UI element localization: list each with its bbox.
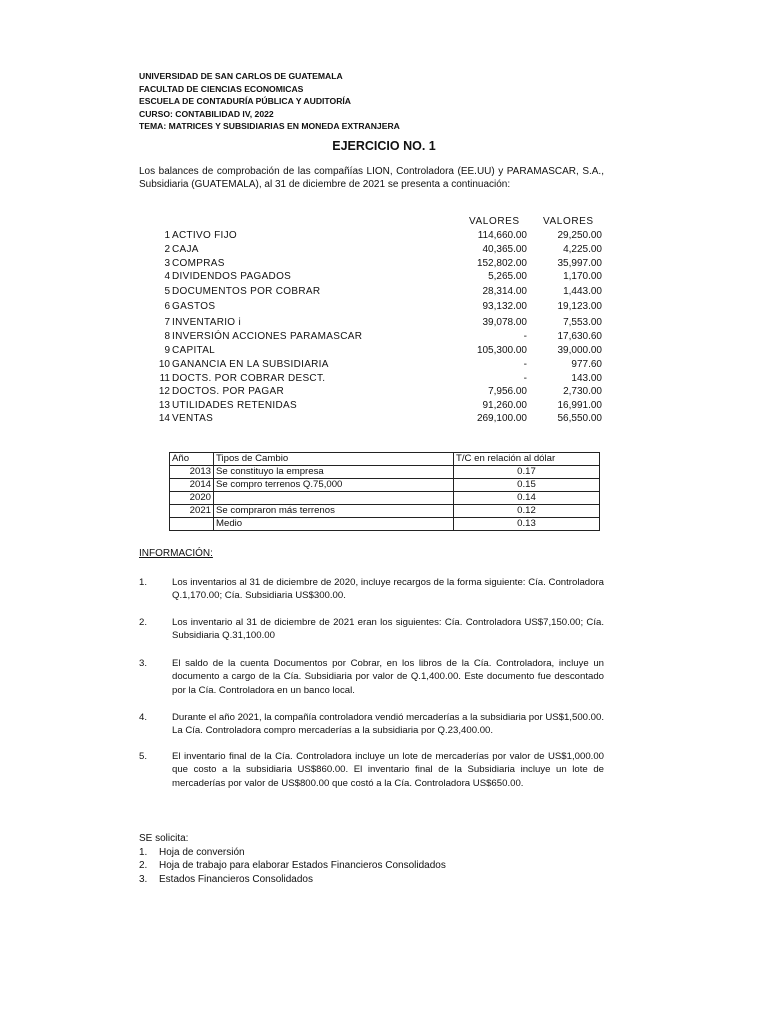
account-value-controladora: 7,956.00 xyxy=(488,386,527,397)
table-header-row xyxy=(170,453,600,466)
account-row xyxy=(0,413,768,426)
row-description: Se constituyo la empresa xyxy=(214,466,454,479)
requirement-text: Estados Financieros Consolidados xyxy=(159,873,313,885)
requirement-number: 1. xyxy=(139,846,148,858)
account-value-controladora: 105,300.00 xyxy=(476,345,527,356)
account-number: 2 xyxy=(164,244,170,255)
account-value-subsidiaria: 19,123.00 xyxy=(557,301,602,312)
account-number: 1 xyxy=(164,230,170,241)
account-name: INVERSIÓN ACCIONES PARAMASCAR xyxy=(172,331,363,342)
account-value-controladora: 28,314.00 xyxy=(482,286,527,297)
table-row xyxy=(170,518,600,531)
account-value-controladora: - xyxy=(523,331,527,342)
info-item-number: 2. xyxy=(139,617,148,628)
account-value-subsidiaria: 4,225.00 xyxy=(563,244,602,255)
header-faculty: FACULTAD DE CIENCIAS ECONOMICAS xyxy=(139,83,304,94)
row-year: 2014 xyxy=(170,479,214,492)
values-header-1: VALORES xyxy=(469,216,520,227)
requirement-item xyxy=(139,873,313,887)
header-university: UNIVERSIDAD DE SAN CARLOS DE GUATEMALA xyxy=(139,71,343,81)
account-value-controladora: 5,265.00 xyxy=(488,271,527,282)
account-row xyxy=(0,271,768,284)
row-year: 2020 xyxy=(170,492,214,505)
account-value-subsidiaria: 2,730.00 xyxy=(563,386,602,397)
table-row xyxy=(170,492,600,505)
row-year: 2013 xyxy=(170,466,214,479)
account-value-controladora: 114,660.00 xyxy=(477,230,527,241)
account-value-subsidiaria: 1,443.00 xyxy=(563,286,602,297)
row-year: 2021 xyxy=(170,505,214,518)
row-rate: 0.17 xyxy=(454,466,600,479)
row-description xyxy=(214,492,454,505)
account-name: GANANCIA EN LA SUBSIDIARIA xyxy=(172,359,329,370)
table-row xyxy=(170,505,600,518)
requirement-number: 3. xyxy=(139,873,148,885)
requirement-text: Hoja de trabajo para elaborar Estados Financieros Consolidados xyxy=(159,860,446,871)
account-number: 12 xyxy=(158,386,170,397)
account-value-controladora: 40,365.00 xyxy=(482,244,527,255)
account-number: 10 xyxy=(158,359,170,370)
header-rate: T/C en relación al dólar xyxy=(454,453,600,466)
account-value-subsidiaria: 29,250.00 xyxy=(557,230,602,241)
account-number: 6 xyxy=(164,301,170,312)
account-row xyxy=(0,317,768,330)
account-value-subsidiaria: 7,553.00 xyxy=(563,317,602,328)
info-item-text: Durante el año 2021, la compañía controladora vendió mercaderías a la subsidiaria por US$1,500.00. La Cía. Controladora compro mercaderías a la subsidiaria por Q.23,400.00. xyxy=(172,712,604,737)
exchange-rate-table xyxy=(169,452,600,531)
account-number: 13 xyxy=(158,400,170,411)
account-row xyxy=(0,258,768,271)
info-item-text: El inventario final de la Cía. Controladora incluye un lote de mercaderías por valor de US$1,000.00 que costo a la subsidiaria US$860.00. El inventario final de la Subsidiaria incluye un lote de mercaderías por valor de US$800.00 que costó a la Cía. Controladora US$650.00. xyxy=(172,751,604,789)
account-value-subsidiaria: 17,630.60 xyxy=(557,331,602,342)
header-topic: TEMA: MATRICES Y SUBSIDIARIAS EN MONEDA EXTRANJERA xyxy=(139,121,400,132)
account-number: 4 xyxy=(164,271,170,282)
info-item-text: El saldo de la cuenta Documentos por Cobrar, en los libros de la Cía. Controladora, incluye un documento a cargo de la Cía. Subsidiaria por valor de Q.1,400.00. Este documento fue descontado por la Cía. Controladora en un banco local. xyxy=(172,658,604,696)
account-number: 7 xyxy=(164,317,170,328)
account-row xyxy=(0,230,768,243)
account-row xyxy=(0,359,768,372)
row-description: Medio xyxy=(214,518,454,531)
account-value-controladora: 152,802.00 xyxy=(476,258,527,269)
row-rate: 0.13 xyxy=(454,518,600,531)
account-value-subsidiaria: 56,550.00 xyxy=(557,413,602,424)
info-item-text: Los inventario al 31 de diciembre de 2021 eran los siguientes: Cía. Controladora US$7,150.00; Cía. Subsidiaria Q.31,100.00 xyxy=(172,617,604,642)
requirement-item xyxy=(139,846,245,860)
account-name: VENTAS xyxy=(172,413,214,424)
account-name: INVENTARIO i xyxy=(172,317,241,328)
header-description: Tipos de Cambio xyxy=(214,453,454,466)
account-name: COMPRAS xyxy=(172,258,225,269)
row-description: Se compraron más terrenos xyxy=(214,505,454,518)
exercise-title: EJERCICIO NO. 1 xyxy=(332,139,436,153)
account-value-controladora: 91,260.00 xyxy=(482,400,527,411)
account-name: DOCUMENTOS POR COBRAR xyxy=(172,286,321,297)
account-number: 8 xyxy=(164,331,170,342)
account-name: DIVIDENDOS PAGADOS xyxy=(172,271,292,282)
account-row xyxy=(0,386,768,399)
account-name: DOCTOS. POR PAGAR xyxy=(172,386,284,397)
document-header xyxy=(139,70,400,133)
row-description: Se compro terrenos Q.75,000 xyxy=(214,479,454,492)
requirement-item xyxy=(139,859,446,873)
header-school: ESCUELA DE CONTADURÍA PÚBLICA Y AUDITORÍA xyxy=(139,96,351,107)
row-year xyxy=(170,518,214,531)
account-number: 5 xyxy=(164,286,170,297)
account-value-controladora: 39,078.00 xyxy=(482,317,527,328)
account-row xyxy=(0,244,768,257)
account-row xyxy=(0,331,768,344)
row-rate: 0.12 xyxy=(454,505,600,518)
account-value-subsidiaria: 35,997.00 xyxy=(557,258,602,269)
account-number: 11 xyxy=(159,373,170,384)
table-row xyxy=(170,466,600,479)
account-row xyxy=(0,400,768,413)
account-number: 3 xyxy=(164,258,170,269)
info-item-number: 4. xyxy=(139,712,148,723)
account-row xyxy=(0,345,768,358)
account-number: 9 xyxy=(164,345,170,356)
account-row xyxy=(0,301,768,314)
account-value-subsidiaria: 977.60 xyxy=(571,359,602,370)
table-row xyxy=(170,479,600,492)
account-name: ACTIVO FIJO xyxy=(172,230,237,241)
account-number: 14 xyxy=(158,413,170,424)
info-item-number: 5. xyxy=(139,751,148,762)
account-value-subsidiaria: 1,170.00 xyxy=(563,271,602,282)
account-value-controladora: - xyxy=(523,359,527,370)
info-item-number: 3. xyxy=(139,658,148,669)
header-course: CURSO: CONTABILIDAD IV, 2022 xyxy=(139,108,274,119)
info-item-text: Los inventarios al 31 de diciembre de 2020, incluye recargos de la forma siguiente: Cía. Controladora Q.1,170.00; Cía. Subsidiaria US$300.00. xyxy=(172,577,604,602)
account-value-controladora: 269,100.00 xyxy=(476,413,527,424)
account-value-controladora: - xyxy=(523,373,527,384)
requirements-title: SE solicita: xyxy=(139,833,189,844)
row-rate: 0.15 xyxy=(454,479,600,492)
account-value-controladora: 93,132.00 xyxy=(482,301,527,312)
header-year: Año xyxy=(170,453,214,466)
account-name: CAPITAL xyxy=(172,345,216,356)
values-header-2: VALORES xyxy=(543,216,594,227)
intro-paragraph: Los balances de comprobación de las compañías LION, Controladora (EE.UU) y PARAMASCAR, S.A., Subsidiaria (GUATEMALA), al 31 de diciembre de 2021 se presenta a continuación: xyxy=(139,166,604,190)
account-name: UTILIDADES RETENIDAS xyxy=(172,400,297,411)
requirements-section xyxy=(139,832,446,886)
row-rate: 0.14 xyxy=(454,492,600,505)
account-name: GASTOS xyxy=(172,301,216,312)
requirement-number: 2. xyxy=(139,860,148,871)
account-value-subsidiaria: 39,000.00 xyxy=(557,345,602,356)
requirement-text: Hoja de conversión xyxy=(159,846,245,858)
information-heading: INFORMACIÓN: xyxy=(139,548,213,559)
info-item-number: 1. xyxy=(139,577,148,588)
account-value-subsidiaria: 16,991.00 xyxy=(557,400,602,411)
account-row xyxy=(0,286,768,299)
account-name: CAJA xyxy=(172,244,199,255)
account-value-subsidiaria: 143.00 xyxy=(571,373,602,384)
account-row xyxy=(0,373,768,386)
account-name: DOCTS. POR COBRAR DESCT. xyxy=(172,373,326,384)
